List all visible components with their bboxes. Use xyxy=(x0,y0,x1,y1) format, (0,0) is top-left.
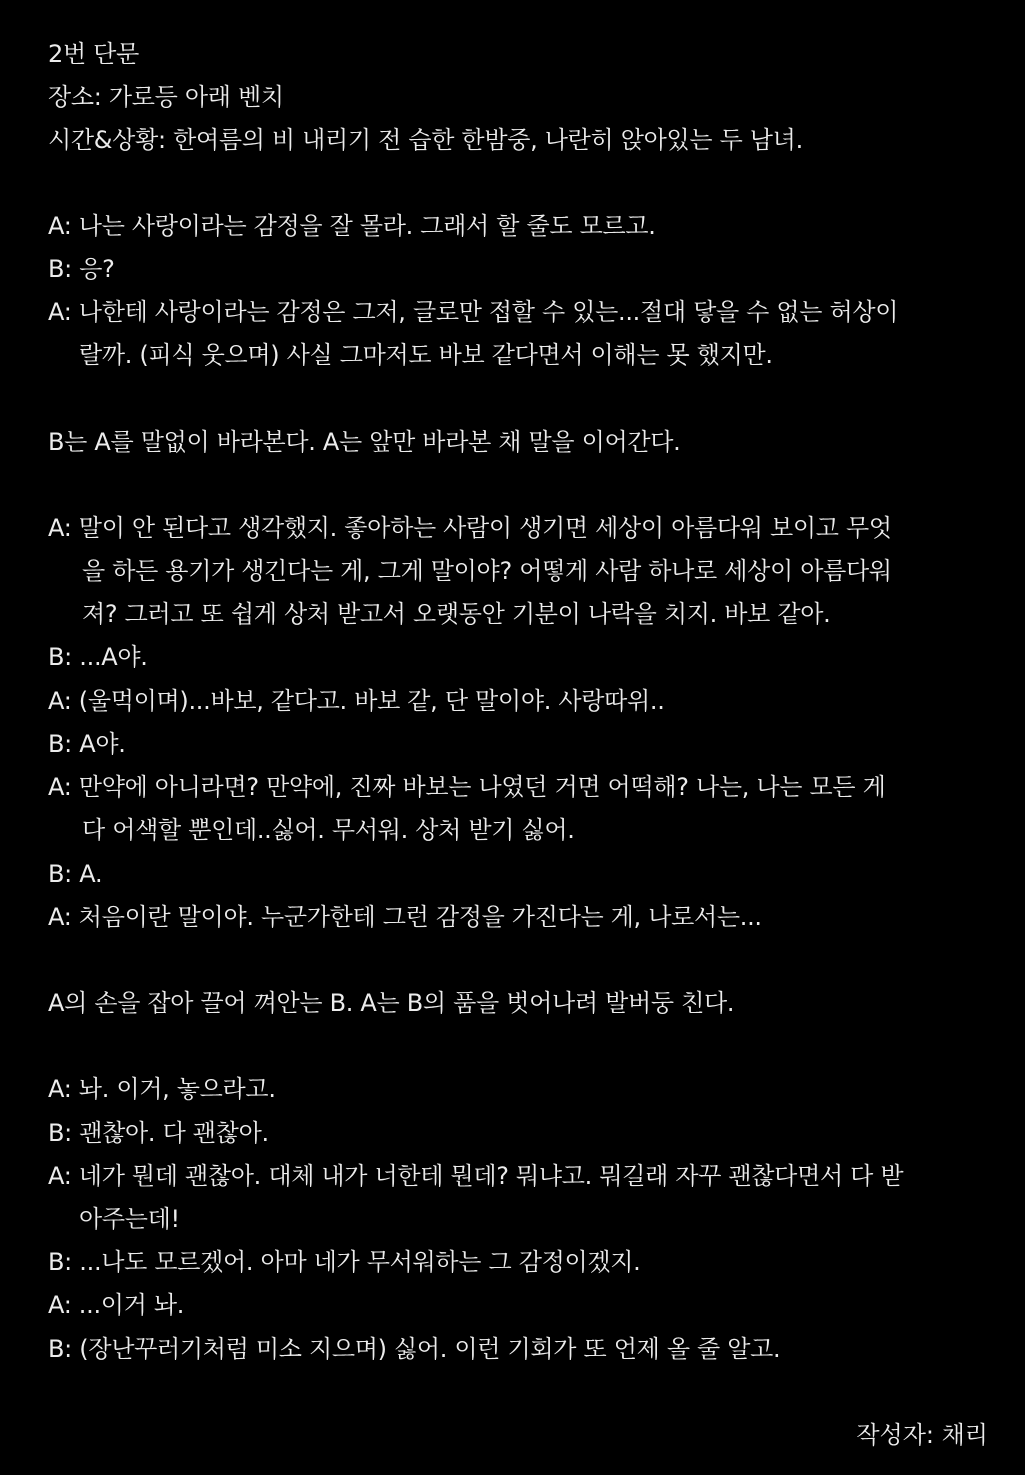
dialogue-line: A: 놔. 이거, 놓으라고. xyxy=(48,1075,276,1103)
dialogue-line: B: 응? xyxy=(48,255,115,283)
doc-title: 2번 단문 xyxy=(48,40,139,68)
place-line: 장소: 가로등 아래 벤치 xyxy=(48,83,284,111)
dialogue-line: A: ...이거 놔. xyxy=(48,1291,185,1319)
dialogue-line: A: 말이 안 된다고 생각했지. 좋아하는 사람이 생기면 세상이 아름다워 보이고 무엇 xyxy=(48,514,892,542)
stage-direction: B는 A를 말없이 바라본다. A는 앞만 바라본 채 말을 이어간다. xyxy=(48,428,681,456)
dialogue-line: B: A야. xyxy=(48,730,126,758)
dialogue-line: B: 괜찮아. 다 괜찮아. xyxy=(48,1119,269,1147)
dialogue-line: A: 네가 뭔데 괜찮아. 대체 내가 너한테 뭔데? 뭐냐고. 뭐길래 자꾸 괜찮다면서 다 받 xyxy=(48,1162,904,1190)
dialogue-line: A: (울먹이며)...바보, 같다고. 바보 같, 단 말이야. 사랑따위.. xyxy=(48,687,665,715)
dialogue-line: B: ...A야. xyxy=(48,643,148,671)
stage-direction: A의 손을 잡아 끌어 껴안는 B. A는 B의 품을 벗어나려 발버둥 친다. xyxy=(48,989,735,1017)
dialogue-continuation: 을 하든 용기가 생긴다는 게, 그게 말이야? 어떻게 사람 하나로 세상이 아름다워 xyxy=(82,557,892,585)
dialogue-continuation: 다 어색할 뿐인데..싫어. 무서워. 상처 받기 싫어. xyxy=(82,816,575,844)
time-line: 시간&상황: 한여름의 비 내리기 전 습한 한밤중, 나란히 앉아있는 두 남녀. xyxy=(48,126,803,154)
dialogue-continuation: 랄까. (피식 웃으며) 사실 그마저도 바보 같다면서 이해는 못 했지만. xyxy=(79,341,773,369)
dialogue-line: B: (장난꾸러기처럼 미소 지으며) 싫어. 이런 기회가 또 언제 올 줄 알고. xyxy=(48,1335,781,1363)
dialogue-line: A: 나는 사랑이라는 감정을 잘 몰라. 그래서 할 줄도 모르고. xyxy=(48,212,656,240)
dialogue-line: A: 만약에 아니라면? 만약에, 진짜 바보는 나였던 거면 어떡해? 나는, 나는 모든 게 xyxy=(48,773,886,801)
dialogue-line: B: ...나도 모르겠어. 아마 네가 무서워하는 그 감정이겠지. xyxy=(48,1248,641,1276)
dialogue-continuation: 아주는데! xyxy=(79,1205,180,1233)
dialogue-line: A: 처음이란 말이야. 누군가한테 그런 감정을 가진다는 게, 나로서는... xyxy=(48,903,762,931)
script-document xyxy=(48,0,988,1475)
dialogue-line: A: 나한테 사랑이라는 감정은 그저, 글로만 접할 수 있는...절대 닿을 수 없는 허상이 xyxy=(48,298,899,326)
dialogue-continuation: 져? 그러고 또 쉽게 상처 받고서 오랫동안 기분이 나락을 치지. 바보 같아. xyxy=(82,600,831,628)
dialogue-line: B: A. xyxy=(48,860,103,888)
author-credit: 작성자: 채리 xyxy=(856,1421,988,1449)
